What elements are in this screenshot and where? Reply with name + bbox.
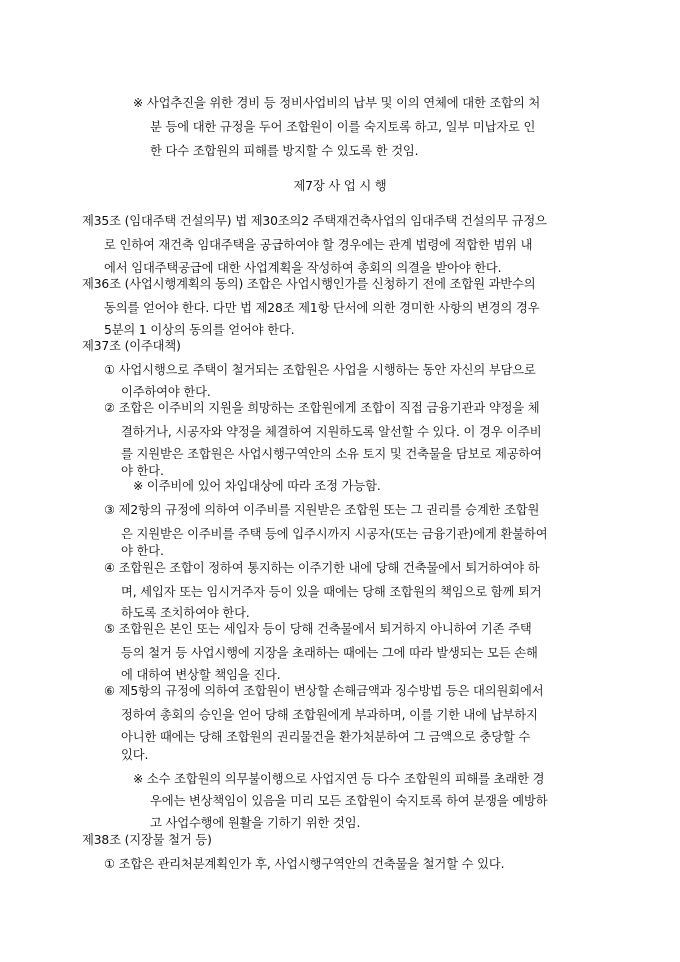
article-37-para-3-line-3: 야 한다. [121,544,164,558]
article-37-para-2-line-4: 야 한다. [121,464,164,478]
article-35-line-3: 에서 임대주택공급에 대한 사업계획을 작성하여 총회의 의결을 받아야 한다. [104,261,502,275]
article-37-para-3-line-1: ③ 제2항의 규정에 의하여 이주비를 지원받은 조합원 또는 그 권리를 승계한 조합원 [104,503,540,517]
article-37-para-6-note-line-2: 우에는 변상책임이 있음을 미리 모든 조합원이 숙지토록 하여 분쟁을 예방하 [150,794,548,808]
article-35-line-2: 로 인하여 재건축 임대주택을 공급하여야 할 경우에는 관계 법령에 적합한 범위 내 [104,238,533,252]
article-37-para-6-line-3: 아니한 때에는 당해 조합원의 권리물건을 환가처분하여 그 금액으로 충당할 수 [121,730,531,744]
article-37-para-2-line-2: 결하거나, 시공자와 약정을 체결하여 지원하도록 알선할 수 있다. 이 경우 이주비 [121,425,542,439]
article-37-para-6-line-1: ⑥ 제5항의 규정에 의하여 조합원이 변상할 손해금액과 징수방법 등은 대의원회에서 [104,684,544,698]
article-37-para-4-line-2: 며, 세입자 또는 임시거주자 등이 있을 때에는 당해 조합원의 책임으로 함께 퇴거 [121,585,542,599]
article-36-line-3: 5분의 1 이상의 동의를 얻어야 한다. [104,323,295,337]
article-37-para-3-line-2: 은 지원받은 이주비를 주택 등에 입주시까지 시공자(또는 금융기관)에게 환불하여 [121,527,548,541]
article-36-line-1: 제36조 (사업시행계획의 동의) 조합은 사업시행인가를 신청하기 전에 조합원 과반수의 [82,277,536,291]
article-37-para-5-line-1: ⑤ 조합원은 본인 또는 세입자 등이 당해 건축물에서 퇴거하지 아니하여 기존 주택 [104,622,532,636]
intro-note-line-3: 한 다수 조합원의 피해를 방지할 수 있도록 한 것임. [150,144,419,158]
article-37-para-1-line-2: 이주하여야 한다. [121,385,211,399]
article-37-para-6-note-line-3: 고 사업수행에 원활을 기하기 위한 것임. [150,816,361,830]
article-36-line-2: 동의를 얻어야 한다. 다만 법 제28조 제1항 단서에 의한 경미한 사항의 변경의 경우 [104,301,540,315]
article-37-para-6-line-2: 정하여 총회의 승인을 얻어 당해 조합원에게 부과하며, 이를 기한 내에 납부하지 [121,708,538,722]
intro-note-line-1: ※ 사업추진을 위한 경비 등 정비사업비의 납부 및 이의 연체에 대한 조합의 처 [133,96,541,110]
article-37-para-6-line-4: 있다. [121,748,149,762]
article-38-heading: 제38조 (지장물 철거 등) [82,833,212,847]
article-37-para-5-line-2: 등의 철거 등 사업시행에 지장을 초래하는 때에는 그에 따라 발생되는 모든 손해 [121,646,538,660]
article-37-para-1-line-1: ① 사업시행으로 주택이 철거되는 조합원은 사업을 시행하는 동안 자신의 부담으로 [104,363,536,377]
chapter-title: 제7장 사 업 시 행 [293,179,387,193]
article-38-para-1: ① 조합은 관리처분계획인가 후, 사업시행구역안의 건축물을 철거할 수 있다. [104,857,505,871]
article-35-line-1: 제35조 (임대주택 건설의무) 법 제30조의2 주택재건축사업의 임대주택 건설의무 규정으 [82,214,547,228]
article-37-para-6-note-line-1: ※ 소수 조합원의 의무불이행으로 사업지연 등 다수 조합원의 피해를 초래한 경 [133,772,545,786]
article-37-para-4-line-1: ④ 조합원은 조합이 정하여 통지하는 이주기한 내에 당해 건축물에서 퇴거하여야 하 [104,561,540,575]
article-37-para-2-line-3: 를 지원받은 조합원은 사업시행구역안의 소유 토지 및 건축물을 담보로 제공하여 [121,447,542,461]
article-37-para-2-note: ※ 이주비에 있어 차입대상에 따라 조정 가능함. [133,479,381,493]
article-37-para-4-line-3: 하도록 조치하여야 한다. [121,606,250,620]
intro-note-line-2: 분 등에 대한 규정을 두어 조합원이 이를 숙지토록 하고, 일부 미납자로 인 [150,120,536,134]
article-37-para-5-line-3: 에 대하여 변상할 책임을 진다. [121,668,281,682]
article-37-para-2-line-1: ② 조합은 이주비의 지원을 희망하는 조합원에게 조합이 직접 금융기관과 약정을 체 [104,401,540,415]
article-37-heading: 제37조 (이주대책) [82,339,181,353]
